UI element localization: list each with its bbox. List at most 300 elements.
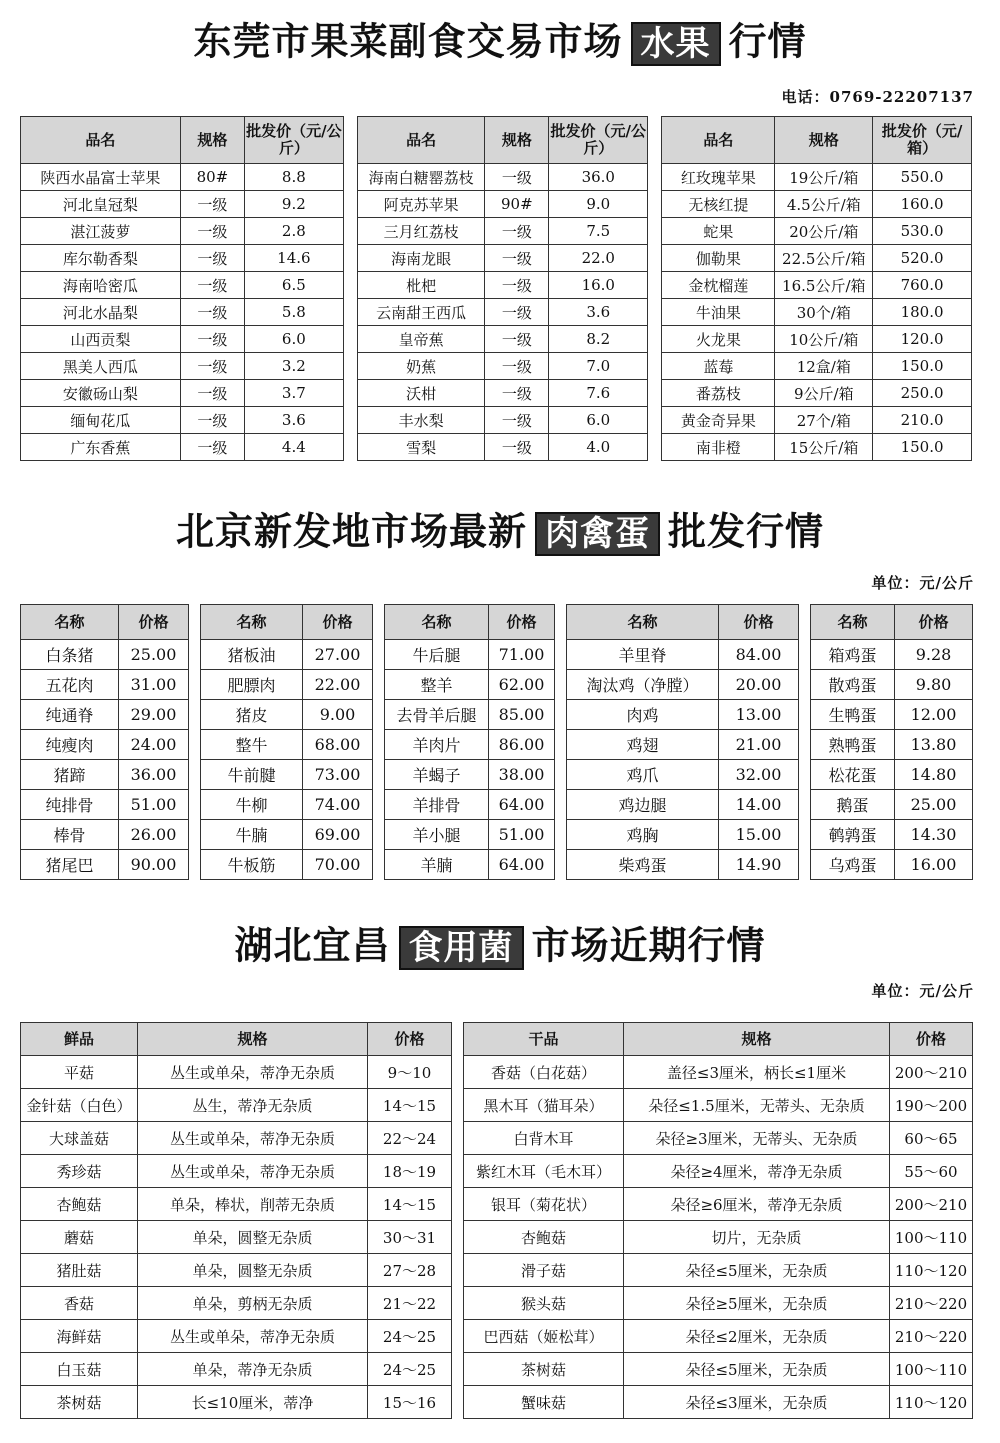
product-name-cell: 柴鸡蛋 bbox=[567, 850, 719, 880]
column-gap bbox=[343, 353, 357, 380]
column-gap bbox=[799, 820, 811, 850]
price-cell: 22.00 bbox=[303, 670, 373, 700]
price-cell: 24～25 bbox=[368, 1320, 452, 1353]
price-cell: 3.6 bbox=[244, 407, 343, 434]
product-name-cell: 丰水梨 bbox=[357, 407, 484, 434]
column-gap bbox=[373, 605, 385, 640]
meat-title-prefix: 北京新发地市场最新 bbox=[175, 509, 527, 554]
column-gap bbox=[373, 820, 385, 850]
price-cell: 9.2 bbox=[244, 191, 343, 218]
column-header: 价格 bbox=[119, 605, 189, 640]
price-cell: 4.0 bbox=[549, 434, 648, 461]
product-name-cell: 整牛 bbox=[201, 730, 303, 760]
price-cell: 760.0 bbox=[873, 272, 972, 299]
column-gap bbox=[648, 272, 662, 299]
price-cell: 69.00 bbox=[303, 820, 373, 850]
column-header: 规格 bbox=[485, 117, 549, 164]
column-gap bbox=[373, 850, 385, 880]
price-cell: 4.4 bbox=[244, 434, 343, 461]
column-gap bbox=[343, 164, 357, 191]
table-row bbox=[21, 1056, 973, 1089]
product-name-cell: 羊肉片 bbox=[385, 730, 489, 760]
price-cell: 250.0 bbox=[873, 380, 972, 407]
price-cell: 24～25 bbox=[368, 1353, 452, 1386]
price-cell: 18～19 bbox=[368, 1155, 452, 1188]
column-gap bbox=[452, 1188, 464, 1221]
column-gap bbox=[343, 245, 357, 272]
column-gap bbox=[343, 299, 357, 326]
column-gap bbox=[555, 760, 567, 790]
product-name-cell: 阿克苏苹果 bbox=[357, 191, 484, 218]
product-name-cell: 牛腩 bbox=[201, 820, 303, 850]
column-header: 品名 bbox=[21, 117, 181, 164]
column-gap bbox=[452, 1122, 464, 1155]
product-name-cell: 蛇果 bbox=[662, 218, 775, 245]
grade-cell: 一级 bbox=[180, 353, 244, 380]
price-cell: 13.80 bbox=[895, 730, 973, 760]
table-row bbox=[21, 353, 972, 380]
grade-cell: 一级 bbox=[485, 353, 549, 380]
spec-cell: 单朵，蒂净无杂质 bbox=[138, 1353, 368, 1386]
grade-cell: 4.5公斤/箱 bbox=[775, 191, 873, 218]
product-name-cell: 鸡边腿 bbox=[567, 790, 719, 820]
product-name-cell: 库尔勒香梨 bbox=[21, 245, 181, 272]
price-cell: 200～210 bbox=[890, 1056, 973, 1089]
price-cell: 38.00 bbox=[489, 760, 555, 790]
price-cell: 120.0 bbox=[873, 326, 972, 353]
column-gap bbox=[648, 299, 662, 326]
column-header: 价格 bbox=[890, 1023, 973, 1056]
column-header: 价格 bbox=[489, 605, 555, 640]
price-cell: 14.90 bbox=[719, 850, 799, 880]
column-gap bbox=[452, 1386, 464, 1419]
product-name-cell: 秀珍菇 bbox=[21, 1155, 138, 1188]
column-gap bbox=[343, 218, 357, 245]
column-gap bbox=[189, 700, 201, 730]
table-row bbox=[21, 380, 972, 407]
product-name-cell: 羊蝎子 bbox=[385, 760, 489, 790]
table-row bbox=[21, 218, 972, 245]
price-cell: 64.00 bbox=[489, 850, 555, 880]
column-gap bbox=[343, 407, 357, 434]
column-gap bbox=[555, 670, 567, 700]
spec-cell: 丛生或单朵，蒂净无杂质 bbox=[138, 1155, 368, 1188]
product-name-cell: 枇杷 bbox=[357, 272, 484, 299]
product-name-cell: 纯排骨 bbox=[21, 790, 119, 820]
price-cell: 22～24 bbox=[368, 1122, 452, 1155]
grade-cell: 一级 bbox=[180, 272, 244, 299]
table-row bbox=[21, 407, 972, 434]
column-gap bbox=[648, 117, 662, 164]
spec-cell: 单朵，棒状，削蒂无杂质 bbox=[138, 1188, 368, 1221]
fruit-title-suffix: 行情 bbox=[728, 19, 807, 64]
column-header: 规格 bbox=[180, 117, 244, 164]
price-cell: 64.00 bbox=[489, 790, 555, 820]
product-name-cell: 散鸡蛋 bbox=[811, 670, 895, 700]
price-cell: 21～22 bbox=[368, 1287, 452, 1320]
product-name-cell: 猪肚菇 bbox=[21, 1254, 138, 1287]
grade-cell: 80# bbox=[180, 164, 244, 191]
table-row bbox=[21, 850, 973, 880]
product-name-cell: 云南甜王西瓜 bbox=[357, 299, 484, 326]
table-row bbox=[21, 640, 973, 670]
product-name-cell: 香菇（白花菇） bbox=[464, 1056, 624, 1089]
column-gap bbox=[648, 353, 662, 380]
price-cell: 30～31 bbox=[368, 1221, 452, 1254]
product-name-cell: 海南白糖罂荔枝 bbox=[357, 164, 484, 191]
column-gap bbox=[189, 790, 201, 820]
price-cell: 190～200 bbox=[890, 1089, 973, 1122]
price-cell: 9～10 bbox=[368, 1056, 452, 1089]
column-header: 名称 bbox=[567, 605, 719, 640]
price-cell: 100～110 bbox=[890, 1353, 973, 1386]
column-gap bbox=[189, 760, 201, 790]
column-gap bbox=[343, 434, 357, 461]
product-name-cell: 松花蛋 bbox=[811, 760, 895, 790]
product-name-cell: 蟹味菇 bbox=[464, 1386, 624, 1419]
column-gap bbox=[189, 820, 201, 850]
column-gap bbox=[189, 850, 201, 880]
price-cell: 9.0 bbox=[549, 191, 648, 218]
grade-cell: 90# bbox=[485, 191, 549, 218]
product-name-cell: 牛前腱 bbox=[201, 760, 303, 790]
product-name-cell: 茶树菇 bbox=[21, 1386, 138, 1419]
grade-cell: 一级 bbox=[180, 299, 244, 326]
column-gap bbox=[555, 730, 567, 760]
price-cell: 15～16 bbox=[368, 1386, 452, 1419]
table-row bbox=[21, 790, 973, 820]
table-row bbox=[21, 820, 973, 850]
price-cell: 13.00 bbox=[719, 700, 799, 730]
column-gap bbox=[452, 1254, 464, 1287]
product-name-cell: 金枕榴莲 bbox=[662, 272, 775, 299]
column-gap bbox=[555, 850, 567, 880]
column-header: 名称 bbox=[811, 605, 895, 640]
spec-cell: 朵径≤5厘米，无杂质 bbox=[624, 1353, 890, 1386]
spec-cell: 朵径≤5厘米，无杂质 bbox=[624, 1254, 890, 1287]
product-name-cell: 黑木耳（猫耳朵） bbox=[464, 1089, 624, 1122]
fruit-section-title bbox=[0, 19, 1000, 66]
product-name-cell: 沃柑 bbox=[357, 380, 484, 407]
product-name-cell: 鹌鹑蛋 bbox=[811, 820, 895, 850]
column-gap bbox=[452, 1353, 464, 1386]
column-gap bbox=[648, 218, 662, 245]
table-row bbox=[21, 1188, 973, 1221]
price-cell: 14.6 bbox=[244, 245, 343, 272]
fruit-title-highlight: 水果 bbox=[631, 22, 721, 66]
price-cell: 60～65 bbox=[890, 1122, 973, 1155]
product-name-cell: 陕西水晶富士苹果 bbox=[21, 164, 181, 191]
column-header: 批发价（元/箱） bbox=[873, 117, 972, 164]
column-header: 批发价（元/公斤） bbox=[549, 117, 648, 164]
meat-title-highlight: 肉禽蛋 bbox=[535, 512, 660, 556]
table-row bbox=[21, 760, 973, 790]
price-cell: 200～210 bbox=[890, 1188, 973, 1221]
column-header: 名称 bbox=[201, 605, 303, 640]
table-row bbox=[21, 434, 972, 461]
spec-cell: 朵径≥5厘米，无杂质 bbox=[624, 1287, 890, 1320]
column-gap bbox=[799, 760, 811, 790]
column-gap bbox=[373, 670, 385, 700]
product-name-cell: 牛板筋 bbox=[201, 850, 303, 880]
column-header: 鲜品 bbox=[21, 1023, 138, 1056]
product-name-cell: 黄金奇异果 bbox=[662, 407, 775, 434]
price-cell: 7.0 bbox=[549, 353, 648, 380]
spec-cell: 切片，无杂质 bbox=[624, 1221, 890, 1254]
price-cell: 550.0 bbox=[873, 164, 972, 191]
price-cell: 210～220 bbox=[890, 1287, 973, 1320]
product-name-cell: 箱鸡蛋 bbox=[811, 640, 895, 670]
product-name-cell: 牛柳 bbox=[201, 790, 303, 820]
price-cell: 6.0 bbox=[244, 326, 343, 353]
column-gap bbox=[799, 850, 811, 880]
product-name-cell: 缅甸花瓜 bbox=[21, 407, 181, 434]
product-name-cell: 猪尾巴 bbox=[21, 850, 119, 880]
column-header: 价格 bbox=[719, 605, 799, 640]
price-cell: 25.00 bbox=[895, 790, 973, 820]
product-name-cell: 安徽砀山梨 bbox=[21, 380, 181, 407]
price-cell: 180.0 bbox=[873, 299, 972, 326]
column-gap bbox=[189, 640, 201, 670]
product-name-cell: 猪蹄 bbox=[21, 760, 119, 790]
product-name-cell: 湛江菠萝 bbox=[21, 218, 181, 245]
column-header: 品名 bbox=[662, 117, 775, 164]
fruit-price-table bbox=[20, 116, 972, 461]
product-name-cell: 五花肉 bbox=[21, 670, 119, 700]
product-name-cell: 雪梨 bbox=[357, 434, 484, 461]
column-header: 规格 bbox=[775, 117, 873, 164]
price-cell: 520.0 bbox=[873, 245, 972, 272]
product-name-cell: 南非橙 bbox=[662, 434, 775, 461]
price-cell: 20.00 bbox=[719, 670, 799, 700]
grade-cell: 15公斤/箱 bbox=[775, 434, 873, 461]
product-name-cell: 三月红荔枝 bbox=[357, 218, 484, 245]
product-name-cell: 伽勒果 bbox=[662, 245, 775, 272]
price-cell: 70.00 bbox=[303, 850, 373, 880]
product-name-cell: 无核红提 bbox=[662, 191, 775, 218]
grade-cell: 一级 bbox=[485, 407, 549, 434]
table-row bbox=[21, 272, 972, 299]
column-gap bbox=[452, 1089, 464, 1122]
column-gap bbox=[799, 700, 811, 730]
price-cell: 15.00 bbox=[719, 820, 799, 850]
grade-cell: 一级 bbox=[180, 326, 244, 353]
fruit-phone: 电话：0769-22207137 bbox=[781, 88, 974, 106]
price-cell: 150.0 bbox=[873, 353, 972, 380]
grade-cell: 一级 bbox=[485, 326, 549, 353]
grade-cell: 一级 bbox=[485, 164, 549, 191]
column-gap bbox=[555, 700, 567, 730]
table-row bbox=[21, 730, 973, 760]
price-cell: 3.7 bbox=[244, 380, 343, 407]
product-name-cell: 棒骨 bbox=[21, 820, 119, 850]
mushroom-header-row bbox=[21, 1023, 973, 1056]
column-gap bbox=[799, 790, 811, 820]
product-name-cell: 滑子菇 bbox=[464, 1254, 624, 1287]
product-name-cell: 去骨羊后腿 bbox=[385, 700, 489, 730]
meat-title-suffix: 批发行情 bbox=[668, 509, 825, 554]
price-cell: 14.30 bbox=[895, 820, 973, 850]
price-cell: 3.2 bbox=[244, 353, 343, 380]
grade-cell: 一级 bbox=[485, 380, 549, 407]
column-gap bbox=[452, 1287, 464, 1320]
product-name-cell: 火龙果 bbox=[662, 326, 775, 353]
meat-header-row bbox=[21, 605, 973, 640]
grade-cell: 30个/箱 bbox=[775, 299, 873, 326]
column-header: 价格 bbox=[368, 1023, 452, 1056]
table-row bbox=[21, 164, 972, 191]
meat-price-table bbox=[20, 604, 973, 880]
grade-cell: 一级 bbox=[485, 272, 549, 299]
column-gap bbox=[648, 407, 662, 434]
table-row bbox=[21, 1254, 973, 1287]
price-cell: 210～220 bbox=[890, 1320, 973, 1353]
table-row bbox=[21, 1287, 973, 1320]
product-name-cell: 羊小腿 bbox=[385, 820, 489, 850]
price-cell: 84.00 bbox=[719, 640, 799, 670]
column-header: 价格 bbox=[895, 605, 973, 640]
table-row bbox=[21, 1353, 973, 1386]
grade-cell: 一级 bbox=[485, 218, 549, 245]
product-name-cell: 羊腩 bbox=[385, 850, 489, 880]
product-name-cell: 纯瘦肉 bbox=[21, 730, 119, 760]
price-cell: 32.00 bbox=[719, 760, 799, 790]
grade-cell: 16.5公斤/箱 bbox=[775, 272, 873, 299]
product-name-cell: 山西贡梨 bbox=[21, 326, 181, 353]
product-name-cell: 猪皮 bbox=[201, 700, 303, 730]
mushroom-title-suffix: 市场近期行情 bbox=[531, 923, 766, 968]
column-gap bbox=[373, 790, 385, 820]
price-cell: 73.00 bbox=[303, 760, 373, 790]
product-name-cell: 香菇 bbox=[21, 1287, 138, 1320]
price-cell: 51.00 bbox=[119, 790, 189, 820]
spec-cell: 单朵，剪柄无杂质 bbox=[138, 1287, 368, 1320]
price-cell: 6.0 bbox=[549, 407, 648, 434]
product-name-cell: 紫红木耳（毛木耳） bbox=[464, 1155, 624, 1188]
price-cell: 71.00 bbox=[489, 640, 555, 670]
product-name-cell: 羊里脊 bbox=[567, 640, 719, 670]
column-gap bbox=[799, 670, 811, 700]
price-cell: 530.0 bbox=[873, 218, 972, 245]
product-name-cell: 鸡爪 bbox=[567, 760, 719, 790]
column-gap bbox=[373, 730, 385, 760]
mushroom-title-prefix: 湖北宜昌 bbox=[234, 923, 391, 968]
grade-cell: 一级 bbox=[180, 407, 244, 434]
grade-cell: 一级 bbox=[180, 191, 244, 218]
spec-cell: 盖径≤3厘米，柄长≤1厘米 bbox=[624, 1056, 890, 1089]
product-name-cell: 乌鸡蛋 bbox=[811, 850, 895, 880]
price-cell: 210.0 bbox=[873, 407, 972, 434]
price-cell: 29.00 bbox=[119, 700, 189, 730]
product-name-cell: 河北皇冠梨 bbox=[21, 191, 181, 218]
column-gap bbox=[555, 790, 567, 820]
price-cell: 9.80 bbox=[895, 670, 973, 700]
column-gap bbox=[555, 605, 567, 640]
price-cell: 25.00 bbox=[119, 640, 189, 670]
column-gap bbox=[343, 117, 357, 164]
price-cell: 160.0 bbox=[873, 191, 972, 218]
product-name-cell: 巴西菇（姬松茸） bbox=[464, 1320, 624, 1353]
grade-cell: 一级 bbox=[485, 299, 549, 326]
product-name-cell: 平菇 bbox=[21, 1056, 138, 1089]
grade-cell: 10公斤/箱 bbox=[775, 326, 873, 353]
column-gap bbox=[452, 1320, 464, 1353]
product-name-cell: 羊排骨 bbox=[385, 790, 489, 820]
product-name-cell: 鸡胸 bbox=[567, 820, 719, 850]
table-row bbox=[21, 1089, 973, 1122]
price-cell: 6.5 bbox=[244, 272, 343, 299]
product-name-cell: 鹅蛋 bbox=[811, 790, 895, 820]
price-cell: 110～120 bbox=[890, 1254, 973, 1287]
table-row bbox=[21, 1386, 973, 1419]
column-gap bbox=[648, 326, 662, 353]
product-name-cell: 熟鸭蛋 bbox=[811, 730, 895, 760]
price-cell: 3.6 bbox=[549, 299, 648, 326]
meat-unit: 单位：元/公斤 bbox=[871, 574, 974, 592]
product-name-cell: 牛油果 bbox=[662, 299, 775, 326]
price-cell: 14～15 bbox=[368, 1089, 452, 1122]
column-gap bbox=[343, 272, 357, 299]
column-gap bbox=[452, 1023, 464, 1056]
spec-cell: 朵径≤2厘米，无杂质 bbox=[624, 1320, 890, 1353]
price-cell: 26.00 bbox=[119, 820, 189, 850]
product-name-cell: 淘汰鸡（净膛） bbox=[567, 670, 719, 700]
column-gap bbox=[452, 1221, 464, 1254]
spec-cell: 单朵，圆整无杂质 bbox=[138, 1254, 368, 1287]
grade-cell: 27个/箱 bbox=[775, 407, 873, 434]
column-gap bbox=[648, 434, 662, 461]
grade-cell: 12盒/箱 bbox=[775, 353, 873, 380]
column-header: 名称 bbox=[21, 605, 119, 640]
price-cell: 86.00 bbox=[489, 730, 555, 760]
price-cell: 150.0 bbox=[873, 434, 972, 461]
meat-section-title bbox=[0, 509, 1000, 556]
price-cell: 74.00 bbox=[303, 790, 373, 820]
table-row bbox=[21, 1320, 973, 1353]
product-name-cell: 杏鲍菇 bbox=[464, 1221, 624, 1254]
price-cell: 24.00 bbox=[119, 730, 189, 760]
spec-cell: 朵径≤1.5厘米，无蒂头、无杂质 bbox=[624, 1089, 890, 1122]
product-name-cell: 杏鲍菇 bbox=[21, 1188, 138, 1221]
price-cell: 68.00 bbox=[303, 730, 373, 760]
price-cell: 9.00 bbox=[303, 700, 373, 730]
product-name-cell: 金针菇（白色） bbox=[21, 1089, 138, 1122]
product-name-cell: 白条猪 bbox=[21, 640, 119, 670]
table-row bbox=[21, 1221, 973, 1254]
column-gap bbox=[343, 380, 357, 407]
mushroom-title-highlight: 食用菌 bbox=[399, 926, 524, 970]
table-row bbox=[21, 299, 972, 326]
product-name-cell: 猪板油 bbox=[201, 640, 303, 670]
price-cell: 27.00 bbox=[303, 640, 373, 670]
grade-cell: 19公斤/箱 bbox=[775, 164, 873, 191]
grade-cell: 20公斤/箱 bbox=[775, 218, 873, 245]
product-name-cell: 广东香蕉 bbox=[21, 434, 181, 461]
column-header: 干品 bbox=[464, 1023, 624, 1056]
spec-cell: 朵径≥3厘米，无蒂头、无杂质 bbox=[624, 1122, 890, 1155]
product-name-cell: 番荔枝 bbox=[662, 380, 775, 407]
product-name-cell: 海南哈密瓜 bbox=[21, 272, 181, 299]
price-cell: 8.2 bbox=[549, 326, 648, 353]
column-gap bbox=[799, 730, 811, 760]
price-cell: 85.00 bbox=[489, 700, 555, 730]
price-cell: 12.00 bbox=[895, 700, 973, 730]
grade-cell: 22.5公斤/箱 bbox=[775, 245, 873, 272]
product-name-cell: 鸡翅 bbox=[567, 730, 719, 760]
grade-cell: 一级 bbox=[180, 218, 244, 245]
price-cell: 27～28 bbox=[368, 1254, 452, 1287]
price-cell: 51.00 bbox=[489, 820, 555, 850]
